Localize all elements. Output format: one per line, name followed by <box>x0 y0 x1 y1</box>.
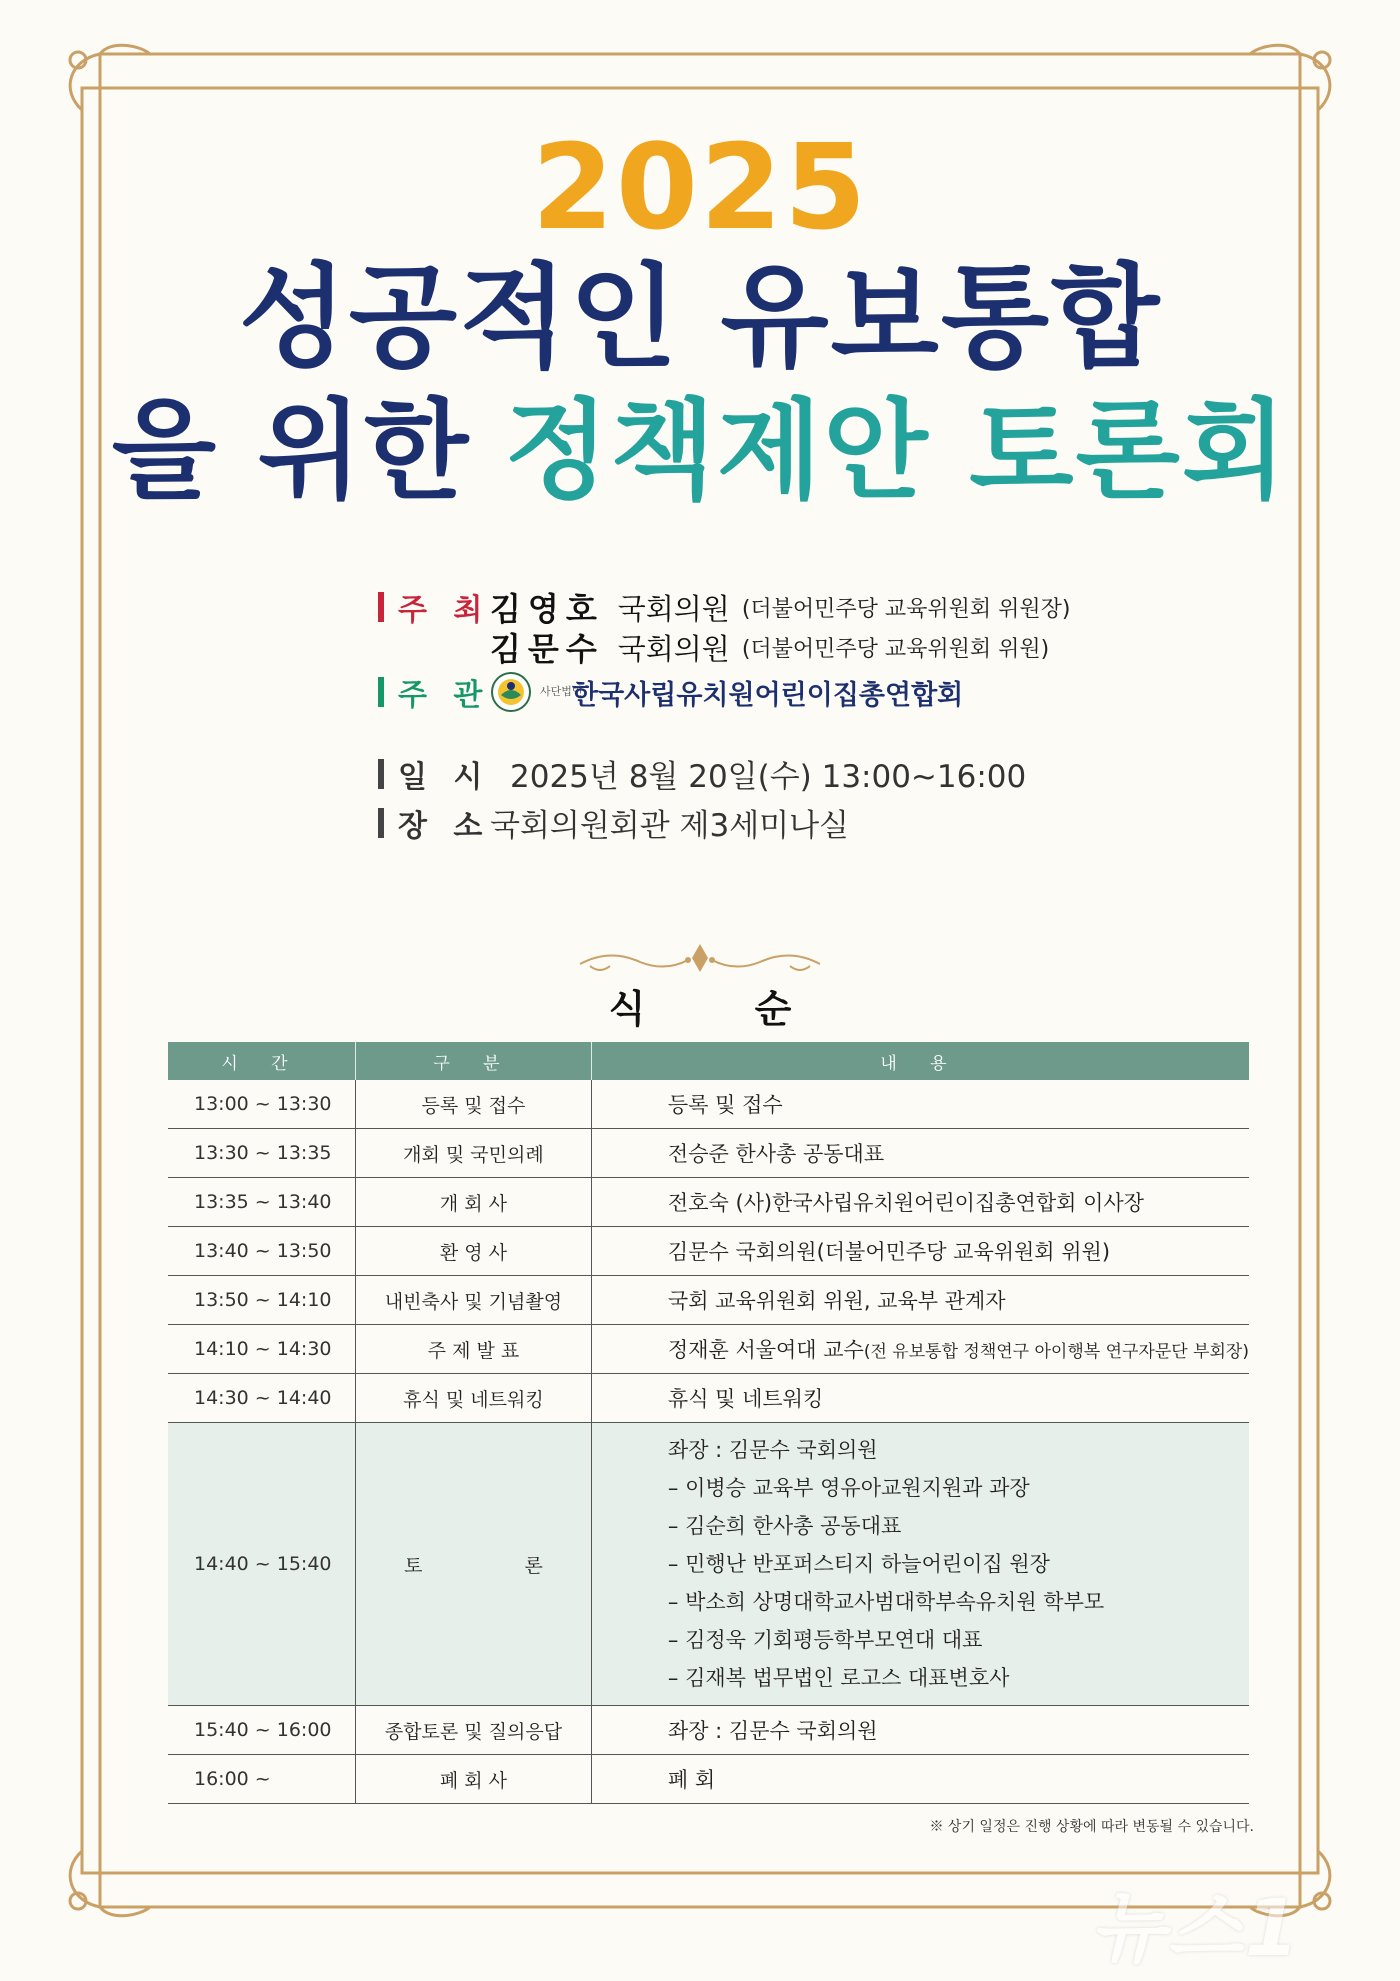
row-time: 13:50 ~ 14:10 <box>168 1276 355 1325</box>
header-category: 구 분 <box>355 1042 591 1080</box>
date-value: 2025년 8월 20일(수) 13:00~16:00 <box>510 759 1027 795</box>
row-time: 13:40 ~ 13:50 <box>168 1227 355 1276</box>
table-row <box>168 1374 1249 1423</box>
schedule-note: ※ 상기 일정은 진행 상황에 따라 변동될 수 있습니다. <box>929 1819 1254 1835</box>
schedule-table <box>168 1042 1249 1804</box>
row-content: 좌장 : 김문수 국회의원 <box>591 1706 1249 1755</box>
venue-label: 장 소 <box>398 808 491 844</box>
organizer-bar <box>378 677 384 707</box>
row-content: 국회 교육위원회 위원, 교육부 관계자 <box>591 1276 1249 1325</box>
organizer-type: 사단법인 <box>540 685 583 698</box>
venue-value: 국회의원회관 제3세미나실 <box>490 808 849 844</box>
row-time: 13:00 ~ 13:30 <box>168 1080 355 1129</box>
table-row <box>168 1178 1249 1227</box>
row-content <box>591 1423 1249 1706</box>
table-row <box>168 1276 1249 1325</box>
host-bar <box>378 592 384 622</box>
row-category: 개 회 사 <box>355 1178 591 1227</box>
row-category: 개회 및 국민의례 <box>355 1129 591 1178</box>
table-row <box>168 1325 1249 1374</box>
host-row-2 <box>378 624 1049 670</box>
spacer <box>378 632 384 662</box>
organizer-name: 한국사립유치원어린이집총연합회 <box>572 679 964 711</box>
panelist: – 이병승 교육부 영유아교원지원과 과장 <box>667 1476 1030 1500</box>
date-row <box>378 751 1026 796</box>
table-row <box>168 1227 1249 1276</box>
row-time: 14:40 ~ 15:40 <box>168 1423 355 1706</box>
venue-row <box>378 800 849 845</box>
host-name: 김문수 <box>490 630 604 668</box>
host-title: 국회의원 <box>617 631 730 666</box>
event-title-line2 <box>0 389 1400 514</box>
panelist: – 김순희 한사총 공동대표 <box>667 1514 902 1538</box>
host-affiliation: (더불어민주당 교육위원회 위원장) <box>741 596 1071 622</box>
organizer-label: 주 관 <box>398 678 491 713</box>
panelist: – 박소희 상명대학교사범대학부속유치원 학부모 <box>667 1590 1105 1614</box>
table-row <box>168 1755 1249 1804</box>
venue-bar <box>378 808 384 838</box>
row-time: 13:35 ~ 13:40 <box>168 1178 355 1227</box>
table-row <box>168 1129 1249 1178</box>
row-category: 환 영 사 <box>355 1227 591 1276</box>
presenter-affiliation: (전 유보통합 정책연구 아이행복 연구자문단 부회장) <box>863 1342 1249 1362</box>
host-label: 주 최 <box>398 593 491 628</box>
org-emblem-icon <box>490 671 532 713</box>
table-row-discussion <box>168 1423 1249 1706</box>
panel-chair: 좌장 : 김문수 국회의원 <box>667 1438 878 1462</box>
news1-watermark: 뉴스1 <box>1090 1884 1301 1974</box>
row-time: 15:40 ~ 16:00 <box>168 1706 355 1755</box>
row-time: 14:10 ~ 14:30 <box>168 1325 355 1374</box>
row-content: 전승준 한사총 공동대표 <box>591 1129 1249 1178</box>
row-category: 내빈축사 및 기념촬영 <box>355 1276 591 1325</box>
row-category: 등록 및 접수 <box>355 1080 591 1129</box>
row-category <box>355 1423 591 1706</box>
host-title: 국회의원 <box>617 591 730 626</box>
host-name: 김영호 <box>490 590 604 628</box>
row-category: 주 제 발 표 <box>355 1325 591 1374</box>
row-time: 16:00 ~ <box>168 1755 355 1804</box>
date-label: 일 시 <box>398 759 491 795</box>
row-time: 13:30 ~ 13:35 <box>168 1129 355 1178</box>
row-content <box>591 1325 1249 1374</box>
row-time: 14:30 ~ 14:40 <box>168 1374 355 1423</box>
presenter-name: 정재훈 서울여대 교수 <box>667 1338 864 1362</box>
flourish-ornament-icon <box>570 938 830 980</box>
row-content: 전호숙 (사)한국사립유치원어린이집총연합회 이사장 <box>591 1178 1249 1227</box>
row-category-text: 토 론 <box>404 1554 591 1577</box>
row-category: 종합토론 및 질의응답 <box>355 1706 591 1755</box>
panelist: – 김재복 법무법인 로고스 대표변호사 <box>667 1666 1010 1690</box>
schedule-title: 식 순 <box>608 987 840 1031</box>
panelist: – 민행난 반포퍼스티지 하늘어린이집 원장 <box>667 1552 1050 1576</box>
table-row <box>168 1706 1249 1755</box>
event-title-line1: 성공적인 유보통합 <box>238 253 1162 383</box>
panelist: – 김정욱 기회평등학부모연대 대표 <box>667 1628 983 1652</box>
header-time: 시 간 <box>168 1042 355 1080</box>
event-year: 2025 <box>531 118 869 256</box>
date-bar <box>378 759 384 789</box>
row-content: 휴식 및 네트워킹 <box>591 1374 1249 1423</box>
title-line2-prefix: 을 위한 <box>111 389 471 514</box>
row-content: 폐 회 <box>591 1755 1249 1804</box>
row-category: 휴식 및 네트워킹 <box>355 1374 591 1423</box>
title-line2-highlight: 정책제안 토론회 <box>504 389 1289 514</box>
row-category: 폐 회 사 <box>355 1755 591 1804</box>
table-header-row <box>168 1042 1249 1080</box>
row-content: 김문수 국회의원(더불어민주당 교육위원회 위원) <box>591 1227 1249 1276</box>
host-affiliation: (더불어민주당 교육위원회 위원) <box>741 636 1050 662</box>
organizer-row <box>378 670 963 714</box>
header-content: 내 용 <box>591 1042 1249 1080</box>
table-row <box>168 1080 1249 1129</box>
row-content: 등록 및 접수 <box>591 1080 1249 1129</box>
